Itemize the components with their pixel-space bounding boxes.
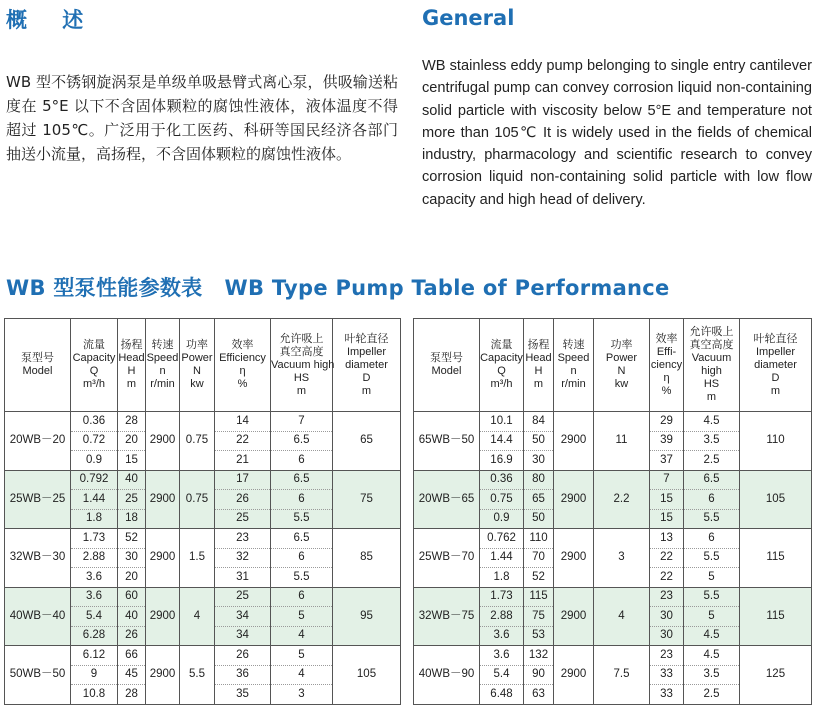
efficiency-cell: 26 [215,490,271,510]
efficiency-cell: 15 [650,490,684,510]
efficiency-cell: 22 [650,548,684,568]
vacuum-height-cell: 2.5 [684,451,740,471]
column-header-line: kw [190,378,204,390]
vacuum-height-cell: 3 [271,685,333,705]
column-header [650,319,684,412]
capacity-cell: 0.36 [480,470,524,490]
column-header [180,319,215,412]
column-header-line: 效率 [231,339,254,351]
table-row [5,587,401,607]
vacuum-height-cell: 6 [271,587,333,607]
head-cell: 115 [524,587,554,607]
vacuum-height-cell: 6 [271,451,333,471]
model-cell: 32WB－30 [5,529,71,588]
efficiency-cell: 29 [650,412,684,432]
power-cell: 2.2 [594,470,650,529]
vacuum-height-cell: 3.5 [684,665,740,685]
column-header-line: H [534,365,543,377]
column-header-line: Impeller [755,345,796,358]
column-header-line: 转速 [562,339,585,351]
column-header-line: 扬程 [120,339,143,351]
column-header-line: 功率 [610,339,633,351]
column-header-line: 流量 [490,339,513,351]
column-header-line: Power [605,352,638,364]
efficiency-cell: 23 [650,587,684,607]
column-header-line: r/min [150,378,175,390]
table-row [5,646,401,666]
efficiency-cell: 23 [215,529,271,549]
impeller-diameter-cell: 115 [740,529,812,588]
head-cell: 28 [118,685,146,705]
capacity-cell: 1.8 [480,568,524,588]
capacity-cell: 1.73 [480,587,524,607]
vacuum-height-cell: 2.5 [684,685,740,705]
table-row [414,646,812,666]
column-header-line: Model [22,365,53,377]
efficiency-cell: 34 [215,607,271,627]
power-cell: 4 [594,587,650,646]
capacity-cell: 6.28 [71,626,118,646]
capacity-cell: 10.1 [480,412,524,432]
column-header-line: m [361,384,372,397]
column-header-line: Q [497,365,506,377]
column-header-line: r/min [561,378,586,390]
efficiency-cell: 15 [650,509,684,529]
capacity-cell: 0.36 [71,412,118,432]
head-cell: 132 [524,646,554,666]
column-header-line: N [617,365,626,377]
column-header-line: Capacity [480,352,523,364]
power-cell: 4 [180,587,215,646]
power-cell: 5.5 [180,646,215,705]
column-header-line: 功率 [186,339,208,351]
column-header-line: Q [89,365,99,377]
vacuum-height-cell: 5 [271,646,333,666]
column-header-line: Head [525,352,552,364]
efficiency-cell: 34 [215,626,271,646]
capacity-cell: 6.48 [480,685,524,705]
power-cell: 0.75 [180,470,215,529]
column-header-line: m [126,378,137,390]
head-cell: 65 [524,490,554,510]
capacity-cell: 1.44 [480,548,524,568]
model-cell: 50WB－50 [5,646,71,705]
head-cell: 26 [118,626,146,646]
table-title [6,272,670,302]
table-row [414,587,812,607]
head-cell: 60 [118,587,146,607]
efficiency-cell: 36 [215,665,271,685]
impeller-diameter-cell: 65 [333,412,401,471]
vacuum-height-cell: 6.5 [271,431,333,451]
vacuum-height-cell: 6.5 [684,470,740,490]
column-header-line: 流量 [83,339,105,351]
capacity-cell: 1.73 [71,529,118,549]
column-header-line: D [771,371,780,384]
efficiency-cell: 14 [215,412,271,432]
capacity-cell: 5.4 [71,607,118,627]
efficiency-cell: 25 [215,509,271,529]
capacity-cell: 2.88 [480,607,524,627]
model-cell: 65WB－50 [414,412,480,471]
column-header-line: 效率 [655,332,678,345]
table-row [5,470,401,490]
vacuum-height-cell: 5.5 [684,548,740,568]
column-header-line: 转速 [151,339,174,351]
impeller-diameter-cell: 95 [333,587,401,646]
speed-cell: 2900 [146,646,180,705]
column-header-line: η [239,365,246,377]
vacuum-height-cell: 5 [684,607,740,627]
vacuum-height-cell: 4 [271,665,333,685]
column-header-line: diameter [345,358,388,371]
column-header [414,319,480,412]
column-header-line: Power [181,352,213,364]
capacity-cell: 3.6 [71,587,118,607]
column-header [333,319,401,412]
column-header-line: m³/h [83,378,105,390]
vacuum-height-cell: 6.5 [271,529,333,549]
speed-cell: 2900 [554,470,594,529]
vacuum-height-cell: 6.5 [271,470,333,490]
capacity-cell: 10.8 [71,685,118,705]
column-header-line: D [362,371,371,384]
head-cell: 110 [524,529,554,549]
model-cell: 40WB－90 [414,646,480,705]
column-header-line: m [533,378,544,390]
column-header-line: m³/h [490,378,513,390]
efficiency-cell: 33 [650,685,684,705]
head-cell: 50 [524,431,554,451]
vacuum-height-cell: 4.5 [684,412,740,432]
table-title-en: WB Type Pump Table of Performance [224,276,670,300]
capacity-cell: 0.75 [480,490,524,510]
column-header-line: 允许吸上 [689,326,734,338]
table-row [414,470,812,490]
head-cell: 90 [524,665,554,685]
vacuum-height-cell: 4 [271,626,333,646]
vacuum-height-cell: 6 [684,529,740,549]
speed-cell: 2900 [554,646,594,705]
column-header-line: 叶轮直径 [344,332,389,345]
column-header-line: Head [118,352,145,364]
column-header-line: ciency [650,358,683,371]
column-header-line: diameter [754,358,797,371]
impeller-diameter-cell: 75 [333,470,401,529]
table-row [5,412,401,432]
power-cell: 0.75 [180,412,215,471]
column-header-line: Model [431,365,462,377]
efficiency-cell: 26 [215,646,271,666]
head-cell: 15 [118,451,146,471]
overview-cn-paragraph: WB 型不锈钢旋涡泵是单级单吸悬臂式离心泵，供吸输送粘度在 5°E 以下不含固体颗粒的腐蚀性液体，液体温度不得超过 105℃。广泛用于化工医药、科研等国民经济各部门抽送小流量，高扬程，不含固体颗粒的腐蚀性液体。 [6,73,398,163]
column-header-line: % [661,384,672,397]
column-header-line: n [159,365,166,377]
column-header-line: high [701,365,722,377]
column-header-line: 叶轮直径 [753,332,798,345]
column-header-line: Effi- [656,345,677,358]
head-cell: 20 [118,568,146,588]
column-header-line: Speed [146,352,179,364]
efficiency-cell: 35 [215,685,271,705]
performance-table-right [413,318,812,705]
efficiency-cell: 30 [650,607,684,627]
table-header-row [414,319,812,412]
head-cell: 45 [118,665,146,685]
column-header [684,319,740,412]
head-cell: 40 [118,607,146,627]
column-header-line: H [127,365,136,377]
vacuum-height-cell: 5 [271,607,333,627]
table-header-row [5,319,401,412]
column-header-line: Vacuum [691,352,732,364]
vacuum-height-cell: 7 [271,412,333,432]
overview-en-paragraph: WB stainless eddy pump belonging to single entry cantilever centrifugal pump can convey corrosion liquid non-containing solid particle with viscosity below 5°E and temperature not more than 105℃ It is widely used in the fields of chemical industry, pharmacology and scientific research to convey corrosion liquid non-containing solid particle with low flow capacity and high head of delivery. [422,58,812,208]
head-cell: 25 [118,490,146,510]
column-header [271,319,333,412]
column-header-line: HS [293,371,310,384]
column-header-line: Efficiency [219,352,266,364]
column-header-line: Speed [557,352,590,364]
column-header-line: HS [703,378,720,390]
capacity-cell: 0.72 [71,431,118,451]
table-row [414,529,812,549]
column-header-line: 泵型号 [21,352,54,364]
column-header [215,319,271,412]
head-cell: 30 [524,451,554,471]
column-header-line: 真空高度 [279,345,324,358]
speed-cell: 2900 [554,587,594,646]
speed-cell: 2900 [554,529,594,588]
efficiency-cell: 13 [650,529,684,549]
head-cell: 28 [118,412,146,432]
impeller-diameter-cell: 85 [333,529,401,588]
power-cell: 1.5 [180,529,215,588]
efficiency-cell: 17 [215,470,271,490]
head-cell: 75 [524,607,554,627]
head-cell: 53 [524,626,554,646]
efficiency-cell: 33 [650,665,684,685]
column-header [118,319,146,412]
column-header-line: 扬程 [527,339,550,351]
overview-en-title: General [422,6,515,30]
column-header [480,319,524,412]
vacuum-height-cell: 6 [271,548,333,568]
column-header [524,319,554,412]
power-cell: 3 [594,529,650,588]
impeller-diameter-cell: 115 [740,587,812,646]
capacity-cell: 1.8 [71,509,118,529]
vacuum-height-cell: 6 [271,490,333,510]
column-header [71,319,118,412]
vacuum-height-cell: 5 [684,568,740,588]
column-header-line: η [663,371,670,384]
head-cell: 70 [524,548,554,568]
model-cell: 20WB－20 [5,412,71,471]
capacity-cell: 0.762 [480,529,524,549]
performance-table-left [4,318,401,705]
efficiency-cell: 25 [215,587,271,607]
efficiency-cell: 39 [650,431,684,451]
column-header [594,319,650,412]
column-header-line: m [706,391,717,403]
capacity-cell: 16.9 [480,451,524,471]
capacity-cell: 6.12 [71,646,118,666]
capacity-cell: 5.4 [480,665,524,685]
column-header-line: 真空高度 [689,339,734,351]
vacuum-height-cell: 3.5 [684,431,740,451]
efficiency-cell: 22 [215,431,271,451]
table-title-cn: WB 型泵性能参数表 [6,276,203,300]
head-cell: 63 [524,685,554,705]
head-cell: 84 [524,412,554,432]
impeller-diameter-cell: 105 [740,470,812,529]
head-cell: 52 [524,568,554,588]
overview-cn-title: 概 述 [6,8,98,32]
head-cell: 40 [118,470,146,490]
model-cell: 32WB－75 [414,587,480,646]
efficiency-cell: 30 [650,626,684,646]
capacity-cell: 3.6 [480,626,524,646]
model-cell: 20WB－65 [414,470,480,529]
vacuum-height-cell: 4.5 [684,626,740,646]
vacuum-height-cell: 5.5 [271,509,333,529]
column-header-line: kw [614,378,629,390]
efficiency-cell: 31 [215,568,271,588]
efficiency-cell: 23 [650,646,684,666]
column-header-line: 泵型号 [430,352,463,364]
efficiency-cell: 22 [650,568,684,588]
head-cell: 30 [118,548,146,568]
power-cell: 7.5 [594,646,650,705]
capacity-cell: 0.9 [480,509,524,529]
impeller-diameter-cell: 125 [740,646,812,705]
capacity-cell: 9 [71,665,118,685]
capacity-cell: 3.6 [480,646,524,666]
column-header-line: 允许吸上 [279,332,324,345]
power-cell: 11 [594,412,650,471]
column-header [146,319,180,412]
speed-cell: 2900 [554,412,594,471]
speed-cell: 2900 [146,412,180,471]
model-cell: 40WB－40 [5,587,71,646]
column-header-line: m [296,384,307,397]
capacity-cell: 3.6 [71,568,118,588]
table-row [414,412,812,432]
vacuum-height-cell: 6 [684,490,740,510]
vacuum-height-cell: 5.5 [271,568,333,588]
model-cell: 25WB－70 [414,529,480,588]
column-header [740,319,812,412]
capacity-cell: 1.44 [71,490,118,510]
capacity-cell: 0.9 [71,451,118,471]
efficiency-cell: 7 [650,470,684,490]
speed-cell: 2900 [146,587,180,646]
head-cell: 18 [118,509,146,529]
column-header-line: Vacuum high [271,358,335,371]
efficiency-cell: 32 [215,548,271,568]
vacuum-height-cell: 4.5 [684,646,740,666]
table-row [5,529,401,549]
speed-cell: 2900 [146,470,180,529]
model-cell: 25WB－25 [5,470,71,529]
efficiency-cell: 37 [650,451,684,471]
capacity-cell: 0.792 [71,470,118,490]
column-header [5,319,71,412]
impeller-diameter-cell: 110 [740,412,812,471]
head-cell: 66 [118,646,146,666]
head-cell: 50 [524,509,554,529]
column-header-line: m [770,384,781,397]
column-header-line: Capacity [72,352,116,364]
head-cell: 20 [118,431,146,451]
impeller-diameter-cell: 105 [333,646,401,705]
column-header-line: % [237,378,248,390]
column-header-line: Impeller [346,345,387,358]
capacity-cell: 2.88 [71,548,118,568]
column-header [554,319,594,412]
column-header-line: n [570,365,577,377]
efficiency-cell: 21 [215,451,271,471]
column-header-line: N [193,365,201,377]
vacuum-height-cell: 5.5 [684,509,740,529]
capacity-cell: 14.4 [480,431,524,451]
speed-cell: 2900 [146,529,180,588]
vacuum-height-cell: 5.5 [684,587,740,607]
head-cell: 80 [524,470,554,490]
head-cell: 52 [118,529,146,549]
